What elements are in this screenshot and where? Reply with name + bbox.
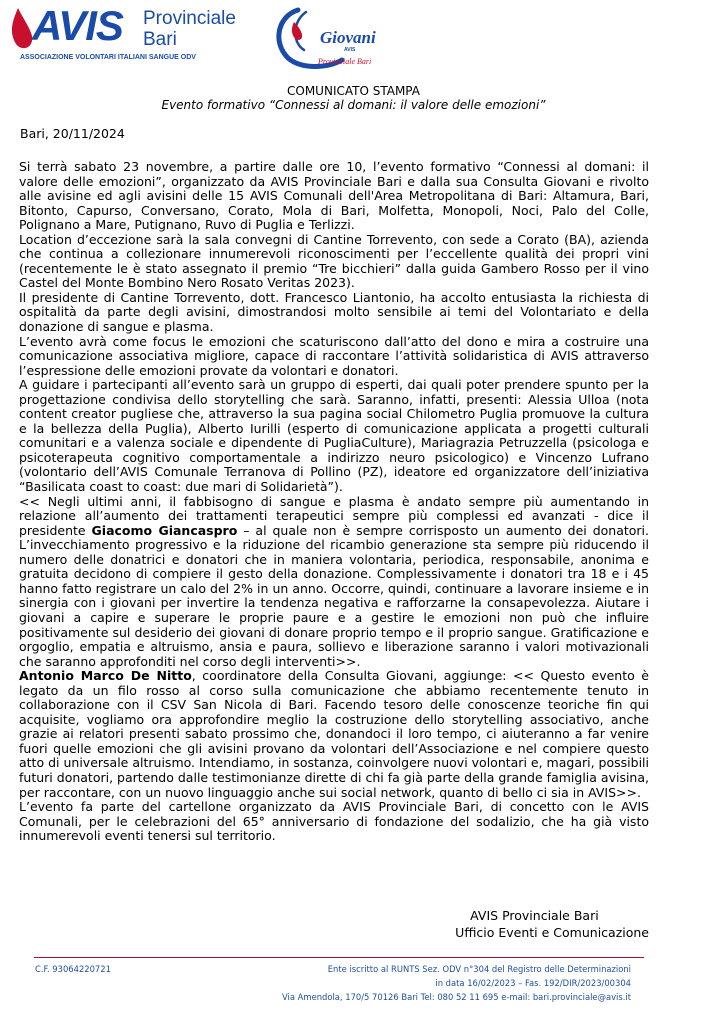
footer-registry-date: in data 16/02/2023 – Fas. 192/DIR/2023/00304 bbox=[435, 978, 631, 988]
president-quote-paragraph: << Negli ultimi anni, il fabbisogno di sangue e plasma è andato sempre più aumentando in relazione all’aumento dei trattamenti terapeutici sempre più complessi ed avanzati - dice il presidente Giacomo Giancaspro – al quale non è sempre corrisposto un aumento dei donatori. L’invecchiamento progressivo e la riduzione del ricambio generazione sta sempre più riducendo il numero delle donatrici e donatori che in maniera volontaria, periodica, responsabile, anonima e gratuita decidono di compiere il gesto della donazione. Complessivamente i donatori tra 18 e i 45 hanno fatto registrare un calo del 2% in un anno. Occorre, quindi, continuare a lavorare insieme e in sinergia con i giovani per invertire la tendenza negativa e rafforzarne la consapevolezza. Aiutare i giovani a capire e superare le proprie paure e a gestire le emozioni non può che influire positivamente sul desiderio dei giovani di donare proprio tempo e il proprio sangue. Gratificazione e orgoglio, empatia e altruismo, ansia e paura, sollievo e liberazione saranno i valori motivazionali che saranno approfonditi nel corso degli interventi>>. bbox=[19, 493, 649, 669]
avis-provinciale-logo bbox=[8, 4, 243, 64]
signature-block bbox=[455, 907, 649, 941]
paragraph: Si terrà sabato 23 novembre, a partire dalle ore 10, l’evento formativo “Connessi al domani: il valore delle emozioni”, organizzato da AVIS Provinciale Bari e dalla sua Consulta Giovani e rivolto alle avisine ed agli avisini delle 15 AVIS Comunali dell'Area Metropolitana di Bari: Altamura, Bari, Bitonto, Capurso, Conversano, Corato, Mola di Bari, Molfetta, Monopoli, Noci, Palo del Colle, Polignano a Mare, Putignano, Ruvo di Puglia e Terlizzi. bbox=[19, 159, 649, 233]
document-body bbox=[19, 160, 649, 844]
paragraph: Location d’eccezione sarà la sala convegni di Cantine Torrevento, con sede a Corato (BA), azienda che continua a collezionare innumerevoli riconoscimenti per l’eccellente qualità dei propri vini (recentemente le è stato assegnato il premio “Tre bicchieri” dalla guida Gambero Rosso per il vino Castel del Monte Bombino Nero Rosato Veritas 2023). bbox=[19, 231, 649, 291]
giovani-logo-text: Giovani bbox=[320, 28, 376, 47]
paragraph: L’evento avrà come focus le emozioni che scaturiscono dall’atto del dono e mira a costruire una comunicazione associativa migliore, capace di raccontare l’attività solidaristica di AVIS attraverso l’espressione delle emozioni provate da volontari e donatori. bbox=[19, 333, 649, 378]
footer-address: Via Amendola, 170/5 70126 Bari Tel: 080 52 11 695 e-mail: bari.provinciale@avis.it bbox=[282, 992, 631, 1002]
paragraph: Il presidente di Cantine Torrevento, dott. Francesco Liantonio, ha accolto entusiasta la richiesta di ospitalità da parte degli avisini, dimostrandosi molto sensibile ai temi del Volontariato e della donazione di sangue e plasma. bbox=[19, 289, 649, 335]
signature-office: Ufficio Eventi e Comunicazione bbox=[455, 925, 649, 940]
giovani-logo-subtitle: Provinciale Bari bbox=[318, 57, 372, 66]
avis-giovani-logo bbox=[258, 2, 376, 74]
closing-paragraph: L’evento fa parte del cartellone organizzato da AVIS Provinciale Bari, di concetto con le AVIS Comunali, per le celebrazioni del 65° anniversario di fondazione del sodalizio, che ha già visto innumerevoli eventi tenersi sul territorio. bbox=[19, 799, 649, 844]
letterhead bbox=[0, 0, 707, 80]
coordinator-name: Antonio Marco De Nitto bbox=[19, 668, 192, 684]
document-heading: COMUNICATO STAMPA bbox=[287, 84, 420, 98]
document-subheading: Evento formativo “Connessi al domani: il valore delle emozioni” bbox=[161, 98, 546, 112]
avis-tagline: ASSOCIAZIONE VOLONTARI ITALIANI SANGUE ODV bbox=[20, 54, 196, 61]
signature-organization: AVIS Provinciale Bari bbox=[470, 908, 599, 923]
footer-tax-code: C.F. 93064220721 bbox=[35, 964, 111, 974]
avis-logo-text: AVIS bbox=[32, 2, 123, 49]
footer-registry-line: Ente iscritto al RUNTS Sez. ODV n°304 del Registro delle Determinazioni bbox=[327, 964, 631, 974]
president-name: Giacomo Giancaspro bbox=[91, 522, 238, 538]
document-date: Bari, 20/11/2024 bbox=[20, 126, 125, 141]
coordinator-quote-paragraph: Antonio Marco De Nitto, coordinatore della Consulta Giovani, aggiunge: << Questo evento è legato da un filo rosso al corso sulla comunicazione che abbiamo recentemente tenuto in collaborazione con il CSV San Nicola di Bari. Facendo tesoro delle conoscenze teoriche fin qui acquisite, vogliamo ora approfondire meglio la costruzione dello storytelling associativo, anche grazie ai relatori presenti sabato prossimo che, donandoci il loro tempo, ci aiuteranno a far venire fuori quelle emozioni che gli avisini provano da volontari dell’Associazione e nel compiere questo atto di universale altruismo. Intendiamo, in sostanza, coinvolgere nuovi volontari e, magari, possibili futuri donatori, partendo dalle testimonianze dirette di chi fa già parte della grande famiglia avisina, per raccontare, con un nuovo linguaggio anche sui social network, quanto di bello ci sia in AVIS>>. bbox=[19, 668, 649, 800]
avis-logo-subtitle: Provinciale Bari bbox=[143, 8, 236, 50]
footer-divider bbox=[34, 957, 644, 958]
giovani-logo-avis: AVIS bbox=[344, 47, 356, 53]
paragraph: A guidare i partecipanti all’evento sarà un gruppo di esperti, dai quali poter prendere spunto per la progettazione condivisa dello storytelling che sarà. Saranno, infatti, presenti: Alessia Ulloa (nota content creator pugliese che, attraverso la sua pagina social Chilometro Puglia promuove la cultura e la bellezza della Puglia), Alberto Iurilli (esperto di comunicazione applicata a progetti culturali comunitari e a valenza sociale e dipendente di PugliaCulture), Mariagrazia Petruzzella (psicologa e psicoterapeuta cognitivo comportamentale a indirizzo neuro psicologico) e Vincenzo Lufrano (volontario dell’AVIS Comunale Terranova di Pollino (PZ), ideatore ed organizzatore dell’iniziativa “Basilicata coast to coast: due mari di Solidarietà”). bbox=[19, 377, 649, 495]
